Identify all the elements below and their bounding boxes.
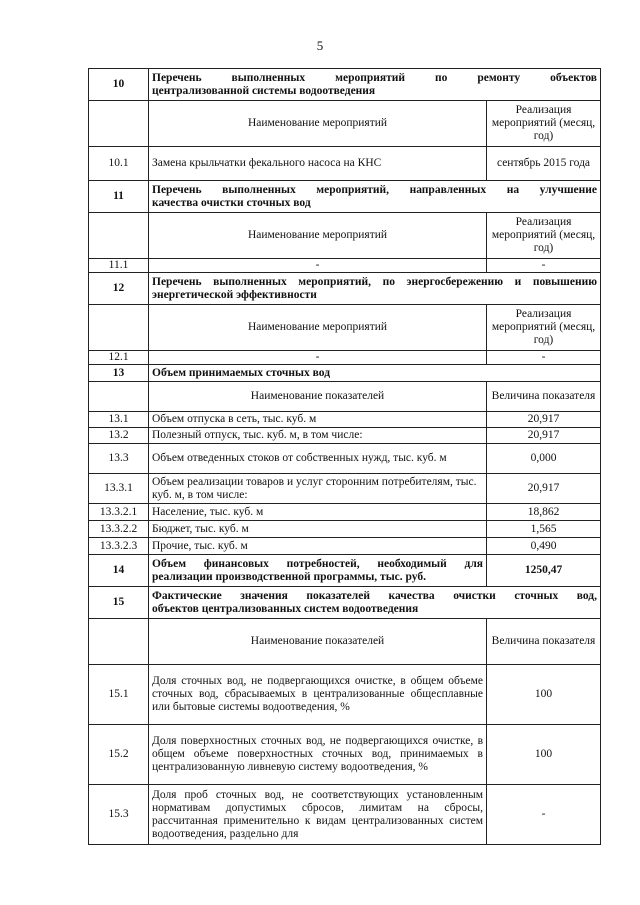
section-14-header	[89, 555, 601, 587]
row-name: Доля поверхностных сточных вод, не подвергающихся очистке, в общем объеме поверхностных сточных вод, принимаемых в централизованную ливневую систему водоотведения, %	[149, 725, 487, 785]
section-title	[149, 587, 601, 619]
row-value: 0,490	[487, 538, 601, 555]
section-num: 13	[89, 365, 149, 382]
row-num: 13.3	[89, 444, 149, 474]
title-line: Фактические значения показателей качества очистки сточных вод,	[152, 589, 597, 602]
section-num: 11	[89, 181, 149, 213]
row-value: 1,565	[487, 521, 601, 538]
row-name: Бюджет, тыс. куб. м	[149, 521, 487, 538]
row-name: Замена крыльчатки фекального насоса на КНС	[149, 147, 487, 181]
row-impl: сентябрь 2015 года	[487, 147, 601, 181]
table-row	[89, 665, 601, 725]
title-line: реализации производственной программы, тыс. руб.	[152, 570, 426, 583]
row-name: Полезный отпуск, тыс. куб. м, в том числе:	[149, 428, 487, 444]
col-header-value: Величина показателя	[487, 382, 601, 412]
row-name: -	[149, 351, 487, 365]
row-num: 13.3.2.2	[89, 521, 149, 538]
col-header-name: Наименование мероприятий	[149, 305, 487, 351]
row-num: 13.3.2.3	[89, 538, 149, 555]
col-header-value: Величина показателя	[487, 619, 601, 665]
row-name: Прочие, тыс. куб. м	[149, 538, 487, 555]
col-header-name: Наименование показателей	[149, 619, 487, 665]
section-12-header	[89, 273, 601, 305]
row-value: 0,000	[487, 444, 601, 474]
table-row	[89, 725, 601, 785]
row-name: Доля сточных вод, не подвергающихся очистке, в общем объеме сточных вод, сбрасываемых в централизованные общесплавные или бытовые системы водоотведения, %	[149, 665, 487, 725]
table-row	[89, 538, 601, 555]
section-10-columns	[89, 101, 601, 147]
row-value: 20,917	[487, 412, 601, 428]
title-line: энергетической эффективности	[152, 288, 317, 301]
row-num: 13.3.1	[89, 474, 149, 504]
section-num: 15	[89, 587, 149, 619]
section-12-columns	[89, 305, 601, 351]
row-impl: -	[487, 351, 601, 365]
section-title: Объем принимаемых сточных вод	[149, 365, 601, 382]
col-header-impl: Реализация мероприятий (месяц, год)	[487, 101, 601, 147]
row-value: 20,917	[487, 474, 601, 504]
title-line: Перечень выполненных мероприятий по ремонту объектов	[152, 71, 597, 84]
row-value: 100	[487, 725, 601, 785]
section-num: 14	[89, 555, 149, 587]
row-value: 18,862	[487, 504, 601, 521]
col-header-impl: Реализация мероприятий (месяц, год)	[487, 305, 601, 351]
table-row	[89, 412, 601, 428]
row-value: 20,917	[487, 428, 601, 444]
section-title	[149, 555, 487, 587]
page-number: 5	[316, 38, 324, 53]
row-num: 11.1	[89, 259, 149, 273]
title-line: Объем финансовых потребностей, необходимый для	[152, 557, 483, 570]
section-13-header	[89, 365, 601, 382]
row-num: 10.1	[89, 147, 149, 181]
row-num: 15.1	[89, 665, 149, 725]
section-11-header	[89, 181, 601, 213]
col-header-name: Наименование показателей	[149, 382, 487, 412]
section-num: 10	[89, 69, 149, 101]
table-row	[89, 259, 601, 273]
row-num: 15.2	[89, 725, 149, 785]
col-header-name: Наименование мероприятий	[149, 101, 487, 147]
table-row	[89, 428, 601, 444]
row-name: -	[149, 259, 487, 273]
row-name: Население, тыс. куб. м	[149, 504, 487, 521]
row-value: -	[487, 785, 601, 845]
table-row	[89, 504, 601, 521]
row-num: 13.1	[89, 412, 149, 428]
title-line: Перечень выполненных мероприятий, по энергосбережению и повышению	[152, 275, 597, 288]
title-line: качества очистки сточных вод	[152, 196, 311, 209]
section-13-columns	[89, 382, 601, 412]
section-title	[149, 273, 601, 305]
section-num: 12	[89, 273, 149, 305]
indicators-table	[88, 68, 601, 845]
section-11-columns	[89, 213, 601, 259]
row-num: 15.3	[89, 785, 149, 845]
row-name: Объем отведенных стоков от собственных нужд, тыс. куб. м	[149, 444, 487, 474]
table-row	[89, 147, 601, 181]
table-row	[89, 351, 601, 365]
title-line: объектов централизованных систем водоотведения	[152, 602, 419, 615]
table-row	[89, 785, 601, 845]
title-line: Перечень выполненных мероприятий, направленных на улучшение	[152, 183, 597, 196]
section-title	[149, 69, 601, 101]
section-title	[149, 181, 601, 213]
row-num: 13.2	[89, 428, 149, 444]
title-line: централизованной системы водоотведения	[152, 84, 376, 97]
table-row	[89, 444, 601, 474]
table-row	[89, 474, 601, 504]
section-15-columns	[89, 619, 601, 665]
row-name: Доля проб сточных вод, не соответствующих установленным нормативам допустимых сбросов, лимитам на сбросы, рассчитанная применительно к видам централизованных систем водоотведения, раздельно для	[149, 785, 487, 845]
row-name: Объем реализации товаров и услуг сторонним потребителям, тыс. куб. м, в том числе:	[149, 474, 487, 504]
table-row	[89, 521, 601, 538]
row-num: 12.1	[89, 351, 149, 365]
row-name: Объем отпуска в сеть, тыс. куб. м	[149, 412, 487, 428]
section-15-header	[89, 587, 601, 619]
section-value: 1250,47	[487, 555, 601, 587]
col-header-impl: Реализация мероприятий (месяц, год)	[487, 213, 601, 259]
row-num: 13.3.2.1	[89, 504, 149, 521]
section-10-header	[89, 69, 601, 101]
row-impl: -	[487, 259, 601, 273]
row-value: 100	[487, 665, 601, 725]
col-header-name: Наименование мероприятий	[149, 213, 487, 259]
